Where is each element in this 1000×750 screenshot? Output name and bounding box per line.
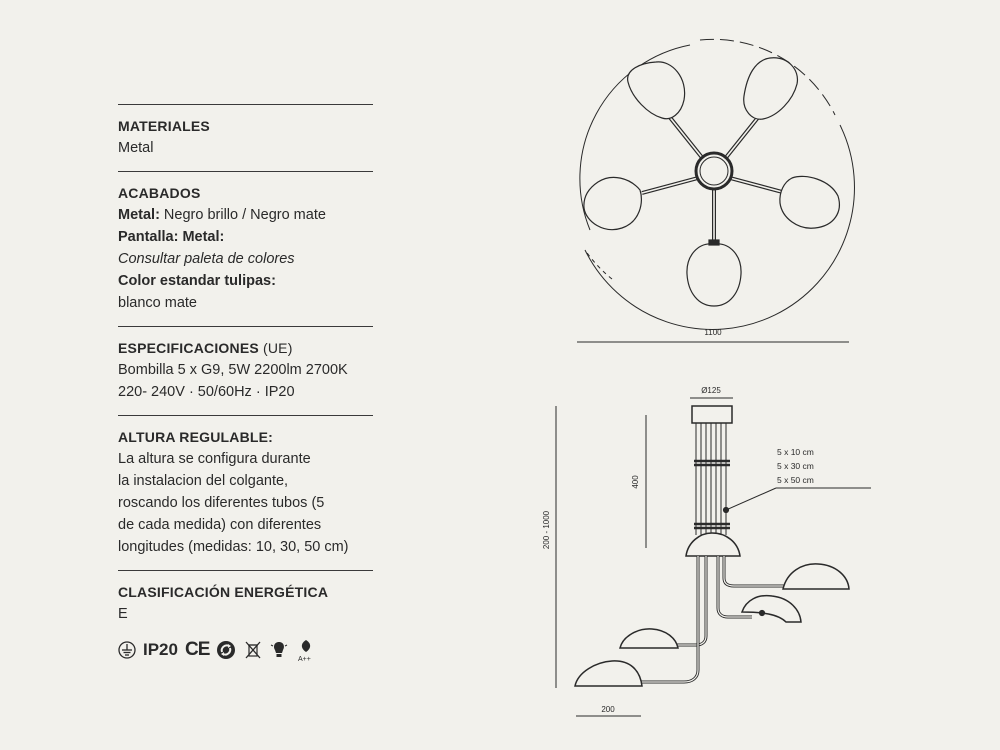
energy-class-label: A++ xyxy=(298,656,312,662)
section-title: MATERIALES xyxy=(118,118,210,134)
section-title: ACABADOS xyxy=(118,185,201,201)
section-line: de cada medida) con diferentes xyxy=(118,517,322,533)
side-view xyxy=(542,386,871,716)
shade xyxy=(783,564,849,589)
tube-height-label: 400 xyxy=(631,475,640,489)
section-line: E xyxy=(118,606,128,622)
outer-circle xyxy=(580,45,690,230)
hub xyxy=(696,153,732,189)
section-line: Color estandar tulipas: xyxy=(118,273,276,289)
section-title: ESPECIFICACIONES (UE) xyxy=(118,340,293,356)
section-title: ALTURA REGULABLE: xyxy=(118,429,274,445)
shade xyxy=(575,661,642,686)
top-width-label: 1100 xyxy=(704,328,722,337)
shade xyxy=(687,244,741,306)
led-bulb-icon xyxy=(270,640,288,660)
spec-section xyxy=(118,570,373,637)
section-line: longitudes (medidas: 10, 30, 50 cm) xyxy=(118,539,349,555)
section-line: La altura se configura durante xyxy=(118,451,311,467)
tube-diameter-label: Ø125 xyxy=(701,386,721,395)
spec-section xyxy=(118,171,373,326)
total-height-label: 200 - 1000 xyxy=(542,510,551,550)
shade xyxy=(780,176,839,228)
tube-note-3: 5 x 50 cm xyxy=(777,475,814,485)
section-line: Metal: Negro brillo / Negro mate xyxy=(118,207,326,223)
shade xyxy=(742,596,801,622)
shade xyxy=(620,629,678,648)
ce-mark: CE xyxy=(184,639,210,660)
section-line: la instalacion del colgante, xyxy=(118,473,289,489)
shade xyxy=(584,177,642,229)
ground-icon xyxy=(118,641,136,659)
shade xyxy=(744,58,798,119)
hub-dome xyxy=(686,533,740,556)
spec-list xyxy=(118,104,373,637)
section-line: 220- 240V · 50/60Hz · IP20 xyxy=(118,384,295,400)
tube-note-2: 5 x 30 cm xyxy=(777,461,814,471)
section-line: Consultar paleta de colores xyxy=(118,251,295,267)
section-line: Bombilla 5 x G9, 5W 2200lm 2700K xyxy=(118,362,348,378)
spec-section xyxy=(118,326,373,415)
section-line: blanco mate xyxy=(118,295,197,311)
section-line: Pantalla: Metal: xyxy=(118,229,225,245)
spec-section xyxy=(118,415,373,570)
recycle-icon xyxy=(216,640,236,660)
ip-rating-mark: IP20 xyxy=(143,640,178,659)
spec-section xyxy=(118,104,373,171)
tube-note-1: 5 x 10 cm xyxy=(777,447,814,457)
section-line: Metal xyxy=(118,140,154,156)
weee-bin-icon xyxy=(243,640,263,660)
canopy xyxy=(692,406,732,423)
shade xyxy=(628,62,685,119)
energy-label-icon xyxy=(295,638,317,662)
section-line: roscando los diferentes tubos (5 xyxy=(118,495,325,511)
certification-row xyxy=(118,638,317,662)
section-title: CLASIFICACIÓN ENERGÉTICA xyxy=(118,584,329,600)
base-width-label: 200 xyxy=(601,705,615,714)
top-view xyxy=(577,39,854,342)
